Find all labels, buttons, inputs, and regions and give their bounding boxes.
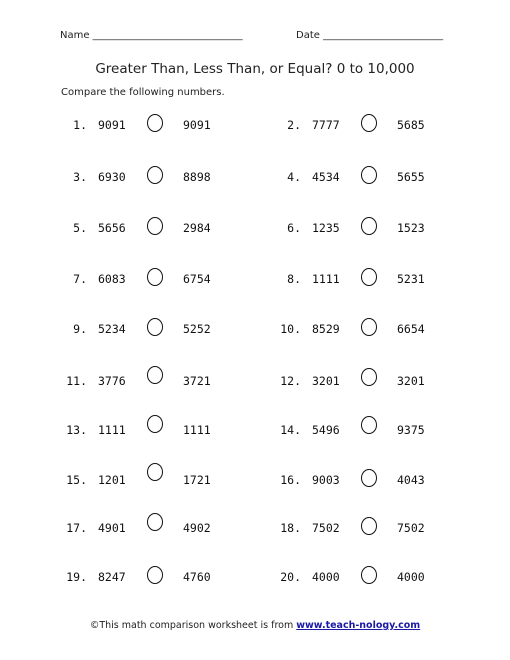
problem-8 bbox=[275, 268, 475, 290]
problem-number: 17. bbox=[66, 521, 87, 535]
left-number: 9091 bbox=[98, 118, 126, 132]
problem-number: 20. bbox=[280, 570, 301, 584]
right-number: 8898 bbox=[183, 170, 211, 184]
problem-11 bbox=[61, 370, 261, 392]
right-number: 6654 bbox=[397, 322, 425, 336]
problem-number: 4. bbox=[287, 170, 301, 184]
answer-circle[interactable] bbox=[361, 517, 377, 535]
left-number: 5656 bbox=[98, 221, 126, 235]
problem-4 bbox=[275, 166, 475, 188]
answer-circle[interactable] bbox=[147, 366, 163, 384]
problem-number: 6. bbox=[287, 221, 301, 235]
left-number: 1201 bbox=[98, 473, 126, 487]
right-number: 9091 bbox=[183, 118, 211, 132]
date-field[interactable]: Date ________________________ bbox=[296, 30, 444, 41]
answer-circle[interactable] bbox=[361, 566, 377, 584]
right-number: 5655 bbox=[397, 170, 425, 184]
problem-number: 19. bbox=[66, 570, 87, 584]
problem-10 bbox=[275, 318, 475, 340]
right-number: 5252 bbox=[183, 322, 211, 336]
footer-text: ©This math comparison worksheet is from bbox=[89, 620, 297, 631]
problem-number: 10. bbox=[280, 322, 301, 336]
left-number: 1111 bbox=[98, 423, 126, 437]
left-number: 4901 bbox=[98, 521, 126, 535]
problem-18 bbox=[275, 517, 475, 539]
problem-number: 8. bbox=[287, 272, 301, 286]
right-number: 5231 bbox=[397, 272, 425, 286]
answer-circle[interactable] bbox=[147, 513, 163, 531]
answer-circle[interactable] bbox=[361, 268, 377, 286]
problem-number: 2. bbox=[287, 118, 301, 132]
problem-number: 11. bbox=[66, 374, 87, 388]
problem-1 bbox=[61, 114, 261, 136]
problem-number: 9. bbox=[73, 322, 87, 336]
answer-circle[interactable] bbox=[147, 415, 163, 433]
problem-number: 18. bbox=[280, 521, 301, 535]
left-number: 8247 bbox=[98, 570, 126, 584]
answer-circle[interactable] bbox=[361, 114, 377, 132]
answer-circle[interactable] bbox=[361, 318, 377, 336]
left-number: 1111 bbox=[312, 272, 340, 286]
problem-9 bbox=[61, 318, 261, 340]
left-number: 4000 bbox=[312, 570, 340, 584]
left-number: 3201 bbox=[312, 374, 340, 388]
left-number: 6083 bbox=[98, 272, 126, 286]
problem-number: 5. bbox=[73, 221, 87, 235]
answer-circle[interactable] bbox=[147, 217, 163, 235]
problem-20 bbox=[275, 566, 475, 588]
problem-number: 3. bbox=[73, 170, 87, 184]
right-number: 1721 bbox=[183, 473, 211, 487]
answer-circle[interactable] bbox=[361, 469, 377, 487]
problem-14 bbox=[275, 419, 475, 441]
right-number: 9375 bbox=[397, 423, 425, 437]
problem-number: 14. bbox=[280, 423, 301, 437]
problem-3 bbox=[61, 166, 261, 188]
problem-number: 7. bbox=[73, 272, 87, 286]
problem-19 bbox=[61, 566, 261, 588]
problem-16 bbox=[275, 469, 475, 491]
problem-number: 12. bbox=[280, 374, 301, 388]
left-number: 7777 bbox=[312, 118, 340, 132]
answer-circle[interactable] bbox=[147, 114, 163, 132]
right-number: 4902 bbox=[183, 521, 211, 535]
name-field[interactable]: Name ______________________________ bbox=[60, 30, 243, 41]
answer-circle[interactable] bbox=[147, 268, 163, 286]
left-number: 5496 bbox=[312, 423, 340, 437]
left-number: 8529 bbox=[312, 322, 340, 336]
footer-link[interactable]: www.teach-nology.com bbox=[296, 620, 421, 631]
problem-12 bbox=[275, 370, 475, 392]
right-number: 4043 bbox=[397, 473, 425, 487]
problem-17 bbox=[61, 517, 261, 539]
left-number: 1235 bbox=[312, 221, 340, 235]
problem-7 bbox=[61, 268, 261, 290]
right-number: 5685 bbox=[397, 118, 425, 132]
problem-number: 16. bbox=[280, 473, 301, 487]
left-number: 6930 bbox=[98, 170, 126, 184]
right-number: 2984 bbox=[183, 221, 211, 235]
right-number: 1523 bbox=[397, 221, 425, 235]
left-number: 9003 bbox=[312, 473, 340, 487]
answer-circle[interactable] bbox=[361, 416, 377, 434]
answer-circle[interactable] bbox=[361, 217, 377, 235]
instructions: Compare the following numbers. bbox=[61, 87, 225, 98]
problem-13 bbox=[61, 419, 261, 441]
problem-number: 13. bbox=[66, 423, 87, 437]
right-number: 4760 bbox=[183, 570, 211, 584]
problem-15 bbox=[61, 469, 261, 491]
right-number: 3721 bbox=[183, 374, 211, 388]
right-number: 1111 bbox=[183, 423, 211, 437]
answer-circle[interactable] bbox=[147, 318, 163, 336]
right-number: 7502 bbox=[397, 521, 425, 535]
right-number: 6754 bbox=[183, 272, 211, 286]
answer-circle[interactable] bbox=[361, 166, 377, 184]
worksheet-title: Greater Than, Less Than, or Equal? 0 to 10,000 bbox=[95, 61, 415, 77]
problem-5 bbox=[61, 217, 261, 239]
answer-circle[interactable] bbox=[361, 368, 377, 386]
left-number: 7502 bbox=[312, 521, 340, 535]
problem-number: 1. bbox=[73, 118, 87, 132]
answer-circle[interactable] bbox=[147, 463, 163, 481]
problem-number: 15. bbox=[66, 473, 87, 487]
answer-circle[interactable] bbox=[147, 566, 163, 584]
footer bbox=[0, 620, 510, 631]
right-number: 4000 bbox=[397, 570, 425, 584]
left-number: 4534 bbox=[312, 170, 340, 184]
right-number: 3201 bbox=[397, 374, 425, 388]
problem-6 bbox=[275, 217, 475, 239]
left-number: 3776 bbox=[98, 374, 126, 388]
problem-2 bbox=[275, 114, 475, 136]
left-number: 5234 bbox=[98, 322, 126, 336]
answer-circle[interactable] bbox=[147, 166, 163, 184]
